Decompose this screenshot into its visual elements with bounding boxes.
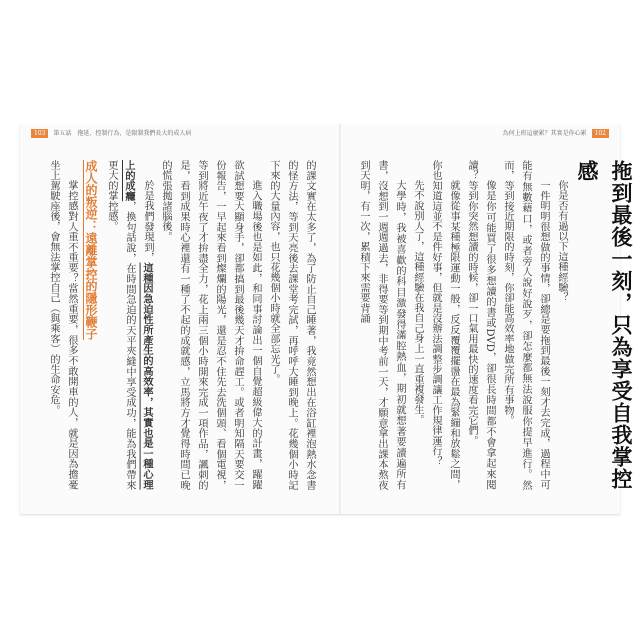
section-heading-text: 成人的叛逆：遠離掌控的隱形鞭子 xyxy=(84,160,98,340)
book-spread xyxy=(20,124,634,514)
left-page xyxy=(44,160,324,490)
paragraph: 的課文實在太多了，為了防止自己睡著，我竟然想出在浴缸裡泡熱水念書的怪方法，等到天亮後去課堂考完試，再呼呼大睡到晚上。花幾個小時記下來的大量內容，也只花幾個小時就全部忘光了。 xyxy=(268,160,315,490)
right-page xyxy=(354,160,634,490)
paragraph: 進入職場後也是如此，和同事討論出一個自覺超級偉大的計畫，躍躍欲試想要大顯身手，卻都搞到最後幾天才拚命趕工。或者明知隔天要交一份報告，一早起來看到燦爛的陽光，還是忍不住先去洗個頭、看個電視，等到將近午夜了才拚盡全力，花上兩三個小時開來完成一項作品，諷刺的是，看到成果時心裡還有一種了不起的成就感，立馬將方才覺得時間已晚的慌張拋諸腦後。 xyxy=(160,160,261,490)
paragraph: 像是你可能買了很多想讀的書或DVD，卻很長時間都不會拿起來閱讀？等到你突然想讀的時候，卻一口氣用最快的速度看完它們。 xyxy=(466,160,495,490)
right-running-title: 為何上班這麼累？其實是你心累 xyxy=(502,130,587,137)
paragraph: 大學時，我被喜歡的科目激發得滿腔熱血，期初就想著要讀遍所有書，沒想到一週週過去，非得要等到期中考前一天，才願意拿出課本熬夜到天明，有一次，累積下來需要背誦 xyxy=(358,160,405,490)
section-heading xyxy=(80,160,102,490)
right-page-number: 102 xyxy=(592,129,609,138)
left-page-number: 103 xyxy=(31,129,48,138)
chapter-title: 拖到最後一刻，只為享受自我掌控感 xyxy=(575,160,634,490)
paragraph: 先不說別人了，這種經驗在我自己身上一直重複發生。 xyxy=(412,180,423,426)
left-running-header xyxy=(28,129,191,138)
paragraph-with-emphasis xyxy=(102,160,156,490)
paragraph: 你是否有過以下這種經驗？ xyxy=(556,180,567,303)
emphasis-text: 這種因急迫性所產生的高效率，其實也是一種心理上的成癮 xyxy=(123,160,153,490)
paragraph-tail: ，換句話說，在時間急迫的天平夾縫中享受成功，能為我們帶來更大的掌控感。 xyxy=(106,160,135,490)
paragraph: 就像從事某種極限運動一般，反反覆覆擺盪在最為緊繃和放鬆之間，你也知道這並不是件好事，但就是沒辦法調整步調讓工作規律運行？ xyxy=(430,160,459,490)
book-gutter xyxy=(339,124,341,514)
left-chapter-title: 第五話 拖延、控制行為，是限制我們長大的成人病 xyxy=(53,130,192,137)
left-page-text xyxy=(44,160,318,490)
paragraph: 掌控感對人重不重要？當然重要，很多不敢開車的人，就是因為擔憂坐上駕駛座後，會無法掌控自己（與乘客）的生命安危。 xyxy=(48,160,77,490)
paragraph-lead: 於是我們發現到， xyxy=(142,180,153,263)
paragraph: 一件明明很想做的事情，卻總是要拖到最後一刻才去完成，過程中可能有無數藉口，或者旁人說好說歹，卻怎麼都無法說服你提早進行。然而，等到接近期限的時刻，你卻能高效率地做完所有事物。 xyxy=(502,160,549,490)
right-running-header xyxy=(503,129,612,138)
right-page-text xyxy=(354,160,638,490)
